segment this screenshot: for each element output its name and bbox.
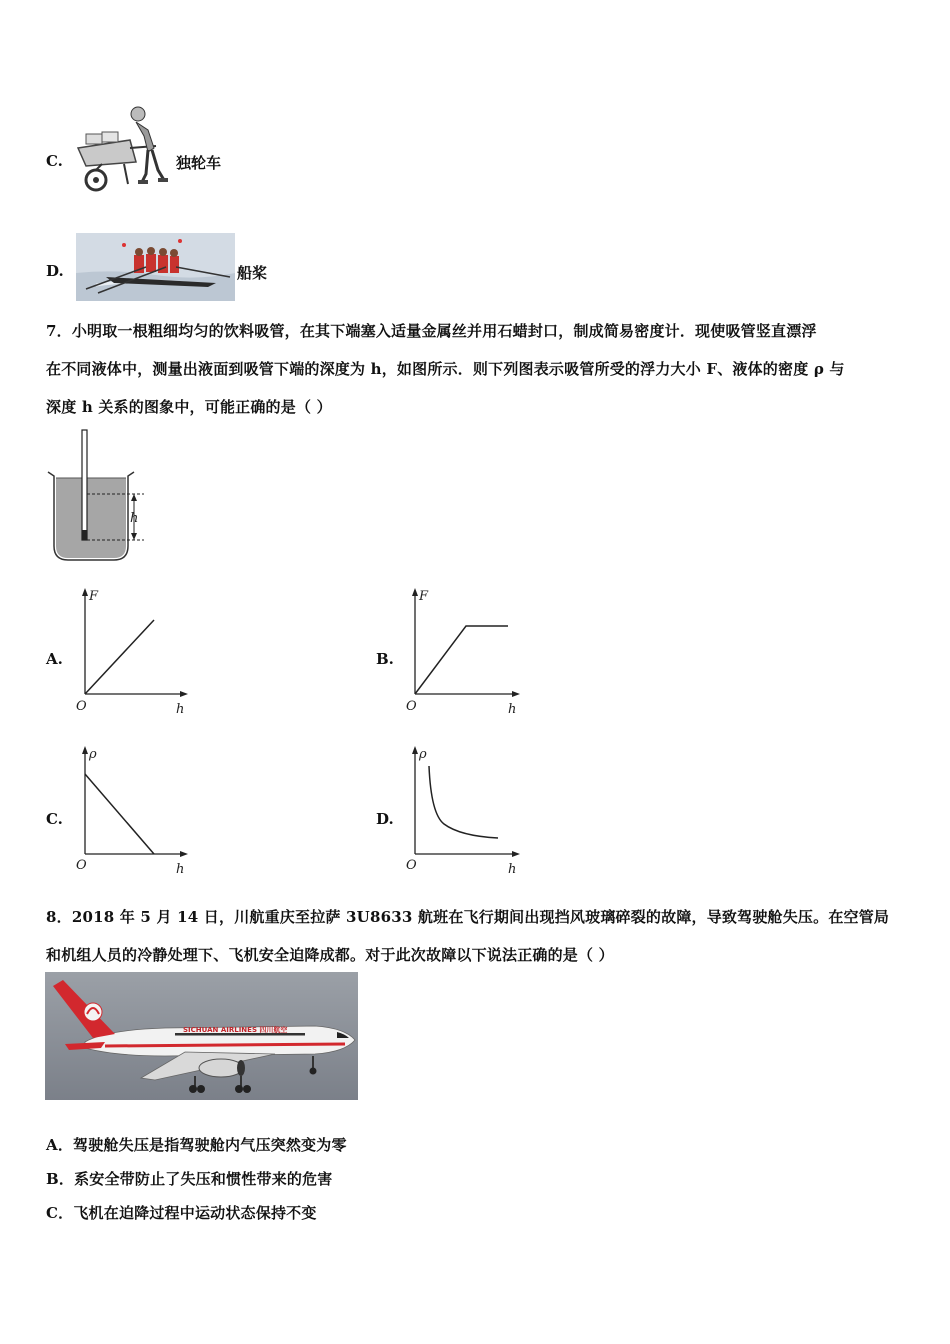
graph-b-curve: [415, 626, 508, 694]
graph-d-xlabel: h: [508, 862, 517, 876]
graph-a-ylabel: F: [89, 589, 99, 604]
option-d-label: 船桨: [237, 264, 268, 282]
option-d-letter: D.: [46, 262, 64, 280]
q7-line-1: 7．小明取一根粗细均匀的饮料吸管，在其下端塞入适量金属丝并用石蜡封口，制成简易密度计．现使吸管竖直漂浮: [46, 322, 817, 340]
graph-c-xlabel: h: [176, 862, 185, 876]
graph-c: [70, 744, 190, 876]
rowing-picture: [76, 233, 235, 301]
graph-a: [70, 586, 190, 718]
graph-b: [400, 586, 524, 718]
beaker-h-label: h: [130, 511, 139, 526]
graph-a-origin: O: [76, 699, 87, 714]
option-c-letter: C.: [46, 152, 63, 170]
graph-b-letter: B.: [376, 650, 394, 668]
graph-b-origin: O: [406, 699, 417, 714]
q7-line-2: 在不同液体中，测量出液面到吸管下端的深度为 h，如图所示．则下列图表示吸管所受的浮力大小 F、液体的密度 ρ 与: [46, 360, 845, 378]
graph-d: [400, 744, 524, 876]
plane-livery-text: SICHUAN AIRLINES 四川航空: [183, 1026, 288, 1034]
graph-a-letter: A.: [46, 650, 63, 668]
wheelbarrow-picture: [72, 104, 172, 194]
q7-line-3: 深度 h 关系的图象中，可能正确的是（ ）: [46, 398, 332, 416]
q8-option-a[interactable]: A．驾驶舱失压是指驾驶舱内气压突然变为零: [46, 1136, 347, 1154]
q8-line-2: 和机组人员的冷静处理下、飞机安全迫降成都。对于此次故障以下说法正确的是（ ）: [46, 946, 614, 964]
beaker-figure: [44, 428, 154, 562]
graph-c-letter: C.: [46, 810, 63, 828]
q8-option-b[interactable]: B．系安全带防止了失压和惯性带来的危害: [46, 1170, 333, 1188]
airplane-picture: [45, 972, 358, 1100]
graph-a-curve: [85, 620, 154, 694]
graph-d-origin: O: [406, 858, 417, 873]
graph-d-curve: [429, 766, 498, 838]
graph-b-xlabel: h: [508, 702, 517, 717]
graph-c-origin: O: [76, 858, 87, 873]
option-c-label: 独轮车: [176, 154, 222, 172]
graph-b-ylabel: F: [419, 589, 429, 604]
graph-a-xlabel: h: [176, 702, 185, 717]
graph-c-curve: [85, 774, 154, 854]
q8-option-c[interactable]: C．飞机在迫降过程中运动状态保持不变: [46, 1204, 317, 1222]
q8-line-1: 8．2018 年 5 月 14 日，川航重庆至拉萨 3U8633 航班在飞行期间出现挡风玻璃碎裂的故障，导致驾驶舱失压。在空管局: [46, 908, 890, 926]
graph-d-ylabel: ρ: [419, 747, 427, 762]
graph-c-ylabel: ρ: [89, 747, 97, 762]
graph-d-letter: D.: [376, 810, 394, 828]
